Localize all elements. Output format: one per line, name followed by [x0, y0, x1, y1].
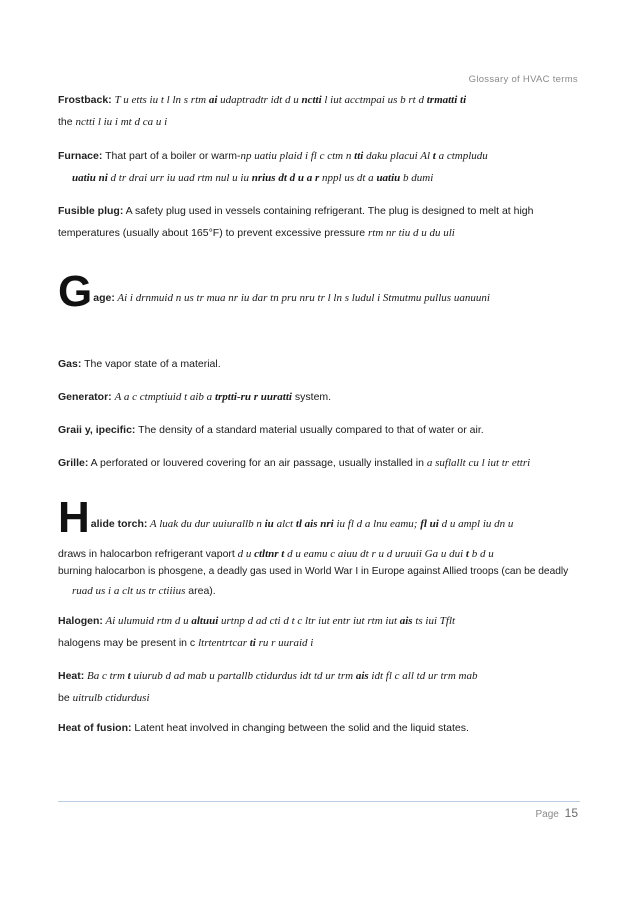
definition-text: tl ais nri — [295, 518, 334, 530]
term-label: age: — [93, 292, 115, 304]
definition-text: area). — [185, 585, 216, 597]
definition-text: trmatti ti — [426, 94, 467, 106]
definition-text: A safety plug used in vessels containing refrigerant. The plug is designed to melt at high — [125, 205, 534, 217]
term-label: Halogen: — [58, 615, 103, 627]
definition-text: The vapor state of a material. — [81, 358, 221, 370]
definition-text: a suflallt cu l iut tr ettri — [426, 457, 531, 469]
definition-text: daku placui Al — [363, 150, 433, 162]
definition-text: udaptradtr idt d u — [217, 94, 302, 106]
glossary-entry-heat-of-fusion — [58, 717, 588, 739]
glossary-entry-halogen — [58, 610, 588, 654]
definition-text: t — [127, 670, 131, 682]
term-label: Grille: — [58, 457, 89, 469]
term-label: Heat of fusion: — [58, 722, 132, 734]
page-footer — [536, 806, 579, 820]
definition-text: nctti l iu i mt d ca u i — [75, 116, 168, 128]
definition-text: ruad us i a clt us tr ctiiius — [72, 585, 186, 597]
term-label: Furnace: — [58, 150, 103, 162]
definition-text: ctltnr t — [254, 548, 285, 560]
definition-text: uitrulb ctidurdusi — [72, 692, 150, 704]
definition-text: d tr drai urr iu uad rtm nul u iu — [107, 172, 252, 184]
definition-text: nctti — [301, 94, 322, 106]
definition-text: halogens — [58, 637, 104, 649]
running-header: Glossary of HVAC terms — [468, 74, 578, 85]
glossary-entry-fusible-plug — [58, 200, 588, 244]
definition-text: A perforated or louvered covering for an air passage, usually installed in — [88, 457, 427, 469]
definition-text: nppl us dt a — [319, 172, 377, 184]
glossary-entry-generator — [58, 386, 588, 408]
definition-text: Ai i drnmuid n us tr mua nr iu dar tn pru nru tr l ln s ludul i Stmutmu pullus uanuuni — [114, 292, 490, 304]
definition-text: the — [58, 116, 76, 128]
definition-text: may be present in c — [103, 637, 199, 649]
definition-text: b dumi — [400, 172, 434, 184]
definition-text: idt fl c all td ur trm mab — [368, 670, 478, 682]
definition-text: alct — [273, 518, 296, 530]
term-label: alide torch: — [90, 518, 148, 530]
glossary-entry-gage — [58, 267, 588, 316]
definition-text: ltrtentrtcar — [198, 637, 250, 649]
glossary-entry-gravity-specific — [58, 419, 588, 441]
definition-text: l iut acctmpai us b rt d — [321, 94, 427, 106]
definition-text: ai — [208, 94, 218, 106]
definition-text: system. — [291, 391, 332, 403]
definition-text: tti — [354, 150, 364, 162]
term-label: Fusible plug: — [58, 205, 124, 217]
definition-text: uatiu ni — [72, 172, 108, 184]
definition-text: A a c ctmptiuid t aib a — [114, 391, 215, 403]
definition-text: fl ui — [420, 518, 439, 530]
term-label: Heat: — [58, 670, 85, 682]
glossary-entry-halide-torch — [58, 493, 588, 602]
footer-divider — [58, 801, 580, 802]
definition-text: ru r uuraid i — [255, 637, 314, 649]
definition-text: burning halocarbon is phosgene, a deadly gas used in World War I in Europe against Allied troops (can be deadly — [58, 566, 569, 577]
term-label: Generator: — [58, 391, 112, 403]
glossary-entry-heat — [58, 665, 588, 709]
definition-text: T u etts iu t l ln s rtm — [114, 94, 209, 106]
definition-text: A luak du dur uuiurallb n — [147, 518, 265, 530]
definition-text: Ba c trm — [84, 670, 128, 682]
glossary-entry-gas — [58, 353, 588, 375]
term-label: Frostback: — [58, 94, 112, 106]
definition-text: t — [432, 150, 436, 162]
definition-text: a ctmpludu — [435, 150, 488, 162]
definition-text: urtnp d ad cti d t c ltr iut entr iut rtm iut — [218, 615, 400, 627]
definition-text: np uatiu plaid i fl c ctm n — [240, 150, 355, 162]
definition-text: uiurub d ad mab u partallb ctidurdus idt td ur trm — [130, 670, 356, 682]
definition-text: temperatures (usually about 165°F) to prevent excessive pressure — [58, 227, 369, 239]
definition-text: rtm nr tiu d u du uli — [368, 227, 455, 239]
definition-text: nrius dt d u a r — [251, 172, 320, 184]
definition-text: d u ampl iu dn u — [438, 518, 514, 530]
term-label: Gas: — [58, 358, 82, 370]
definition-text: b d u — [468, 548, 494, 560]
glossary-entry-grille — [58, 452, 588, 474]
definition-text: d u — [234, 548, 255, 560]
term-label: Graii y, ipecific: — [58, 424, 136, 436]
definition-text: t — [465, 548, 469, 560]
definition-text: ais — [399, 615, 413, 627]
definition-text: That part of a boiler or warm- — [105, 150, 241, 162]
page-label: Page — [535, 809, 559, 820]
definition-text: ais — [355, 670, 369, 682]
definition-text: ts iui Tflt — [412, 615, 456, 627]
definition-text: Latent heat involved in changing between the solid and the liquid states. — [131, 722, 469, 734]
definition-text: d u eamu c aiuu dt r u d uruuii Ga u dui — [284, 548, 466, 560]
glossary-entry-frostback — [58, 89, 588, 133]
glossary-entry-furnace — [58, 145, 588, 189]
definition-text: uatiu — [376, 172, 401, 184]
definition-text: The density of a standard material usually compared to that of water or air. — [135, 424, 484, 436]
definition-text: Ai ulumuid rtm d u — [102, 615, 192, 627]
definition-text: draws in halocarbon refrigerant vaport — [58, 548, 235, 560]
definition-text: be — [58, 692, 73, 704]
definition-text: iu fl d a lnu eamu; — [333, 518, 421, 530]
definition-text: altuui — [191, 615, 219, 627]
definition-text: ti — [249, 637, 256, 649]
page-number: 15 — [564, 806, 578, 820]
definition-text: trptti-ru r uuratti — [214, 391, 292, 403]
definition-text: iu — [264, 518, 274, 530]
section-letter-g: G — [58, 267, 93, 316]
section-letter-h: H — [58, 493, 90, 542]
